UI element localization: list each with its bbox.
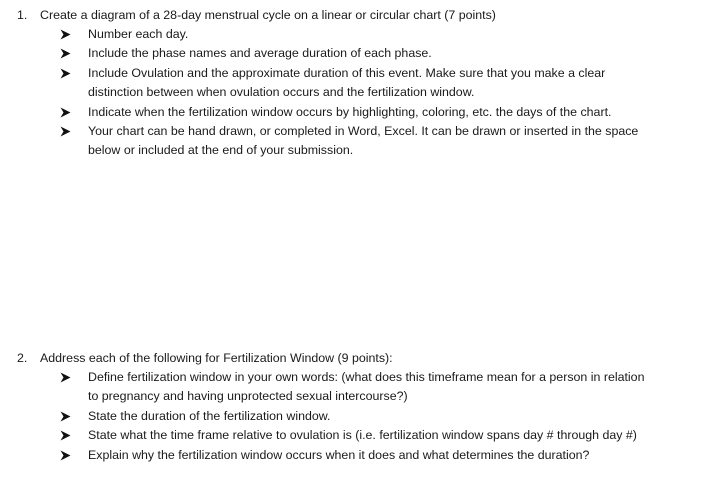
question-1-bullet-list xyxy=(0,25,701,161)
bullet-text: Your chart can be hand drawn, or completed in Word, Excel. It can be drawn or inserted in the space xyxy=(88,124,639,139)
list-item xyxy=(0,25,701,44)
arrow-bullet-icon xyxy=(60,44,74,63)
arrow-bullet-icon xyxy=(60,103,74,122)
bullet-text-continued: below or included at the end of your submission. xyxy=(88,143,354,158)
list-item xyxy=(0,368,701,407)
arrow-bullet-icon xyxy=(60,122,74,141)
bullet-text: Indicate when the fertilization window occurs by highlighting, coloring, etc. the days of the chart. xyxy=(88,104,612,119)
bullet-text-continued: to pregnancy and having unprotected sexual intercourse?) xyxy=(88,389,408,404)
arrow-bullet-icon xyxy=(60,446,74,465)
arrow-bullet-icon xyxy=(60,64,74,83)
list-item xyxy=(0,64,701,103)
question-2-heading xyxy=(0,348,701,368)
list-item xyxy=(0,446,701,465)
question-1-number: 1. xyxy=(17,8,28,22)
bullet-text: Define fertilization window in your own words: (what does this timeframe mean for a person in relation xyxy=(88,370,645,384)
question-2-number: 2. xyxy=(17,351,28,365)
arrow-bullet-icon xyxy=(60,407,74,426)
list-item xyxy=(0,103,701,122)
bullet-text: State the duration of the fertilization window. xyxy=(88,408,331,423)
bullet-text: Number each day. xyxy=(88,27,189,41)
question-2-title: Address each of the following for Fertilization Window (9 points): xyxy=(40,351,393,365)
arrow-bullet-icon xyxy=(60,426,74,445)
arrow-bullet-icon xyxy=(60,368,74,387)
question-1-heading xyxy=(0,5,701,25)
question-1 xyxy=(0,5,701,161)
bullet-text-continued: distinction between when ovulation occurs and the fertilization window. xyxy=(88,85,475,100)
bullet-text: Include Ovulation and the approximate duration of this event. Make sure that you make a clear xyxy=(88,65,606,80)
list-item xyxy=(0,426,701,445)
arrow-bullet-icon xyxy=(60,25,74,44)
list-item xyxy=(0,407,701,426)
list-item xyxy=(0,44,701,63)
bullet-text: State what the time frame relative to ovulation is (i.e. fertilization window spans day # through day #) xyxy=(88,428,637,443)
bullet-text: Explain why the fertilization window occurs when it does and what determines the duration? xyxy=(88,447,590,462)
list-item xyxy=(0,122,701,161)
question-2-bullet-list xyxy=(0,368,701,465)
bullet-text: Include the phase names and average duration of each phase. xyxy=(88,46,432,61)
question-1-title: Create a diagram of a 28-day menstrual cycle on a linear or circular chart (7 points) xyxy=(40,8,496,22)
question-2 xyxy=(0,348,701,465)
